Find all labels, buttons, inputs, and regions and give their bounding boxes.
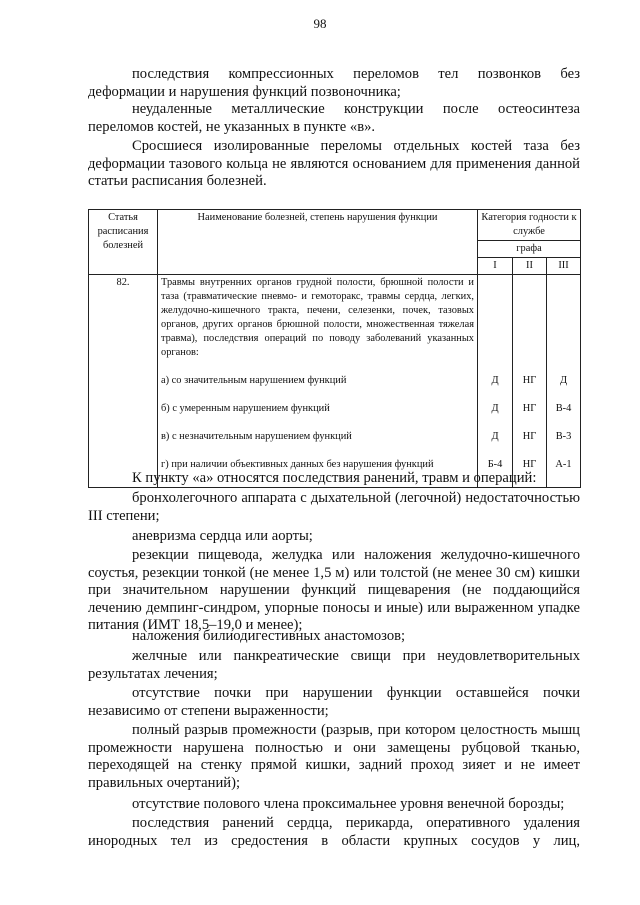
main-description: Травмы внутренних органов грудной полости, брюшной полости и таза (травматические пневмо- и гемоторакс, травмы сердца, легких, желудочно-кишечного тракта, печени, селезенки, почек, тазовых органов, других органов брюшной полости, множественная тяжелая травма), последствия операций по поводу заболеваний указанных органов: [161, 277, 474, 358]
header-category: Категория годности к службе [478, 210, 581, 241]
body-paragraph-9: отсутствие полового члена проксимальнее уровня венечной борозды; [132, 796, 565, 812]
row-label-a: а) со значительным нарушением функций [161, 375, 347, 386]
value-a-2: НГ [522, 375, 537, 386]
value-v-1: Д [491, 431, 499, 442]
article-number: 82. [89, 275, 158, 488]
grade-col-3 [547, 275, 581, 488]
body-paragraph-3: аневризма сердца или аорты; [132, 528, 313, 544]
value-b-1: Д [491, 403, 499, 414]
row-label-g: г) при наличии объективных данных без нарушения функций [161, 459, 434, 470]
value-g-2: НГ [522, 459, 537, 470]
article-content [158, 275, 478, 488]
value-g-3: А-1 [555, 459, 572, 470]
grade-col-2 [513, 275, 547, 488]
value-v-3: В-3 [555, 431, 572, 442]
body-paragraph-2: бронхолегочного аппарата с дыхательной (легочной) недостаточностью III степени; [88, 490, 580, 524]
value-a-3: Д [559, 375, 568, 386]
page-number: 98 [313, 16, 327, 31]
value-g-1: Б-4 [487, 459, 503, 470]
header-graph: графа [478, 241, 581, 258]
body-paragraph-7: отсутствие почки при нарушении функции оставшейся почки независимо от степени выраженности; [88, 685, 580, 719]
header-grade-3: III [547, 258, 581, 275]
body-paragraph-5: наложения билиодигестивных анастомозов; [132, 628, 406, 644]
header-article: Статья расписания болезней [89, 210, 158, 275]
value-b-2: НГ [522, 403, 537, 414]
intro-paragraph-3: Сросшиеся изолированные переломы отдельных костей таза без деформации тазового кольца не являются основанием для применения данной статьи расписания болезней. [88, 138, 580, 190]
body-paragraph-4: резекции пищевода, желудка или наложения желудочно-кишечного соустья, резекции тонкой (не менее 1,5 м) или толстой (не менее 30 см) кишки при значительном нарушении функций пищеварения (не поддающийся лечению демпинг-синдром, упорные поносы и иные) или выраженном упадке питания (ИМТ 18,5–19,0 и менее); [88, 547, 580, 634]
header-grade-1: I [478, 258, 513, 275]
header-grade-2: II [513, 258, 547, 275]
row-label-b: б) с умеренным нарушением функций [161, 403, 330, 414]
header-disease-name: Наименование болезней, степень нарушения функции [158, 210, 478, 275]
value-v-2: НГ [522, 431, 537, 442]
row-label-v: в) с незначительным нарушением функций [161, 431, 352, 442]
body-paragraph-6: желчные или панкреатические свищи при неудовлетворительных результатах лечения; [88, 648, 580, 682]
value-b-3: В-4 [555, 403, 572, 414]
body-paragraph-1: К пункту «а» относятся последствия ранений, травм и операций: [132, 470, 537, 486]
grade-col-1 [478, 275, 513, 488]
body-paragraph-10: последствия ранений сердца, перикарда, оперативного удаления инородных тел из средостения в области крупных сосудов у лиц, [88, 815, 580, 849]
intro-paragraph-2: неудаленные металлические конструкции после остеосинтеза переломов костей, не указанных в пункте «в». [88, 101, 580, 135]
category-table [88, 209, 581, 488]
intro-paragraph-1: последствия компрессионных переломов тел позвонков без деформации и нарушения функций позвоночника; [88, 66, 580, 100]
value-a-1: Д [491, 375, 499, 386]
body-paragraph-8: полный разрыв промежности (разрыв, при котором целостность мышц промежности нарушена полностью и они замещены рубцовой тканью, переходящей на стенку прямой кишки, задний проход зияет и не имеет правильных очертаний); [88, 722, 580, 791]
